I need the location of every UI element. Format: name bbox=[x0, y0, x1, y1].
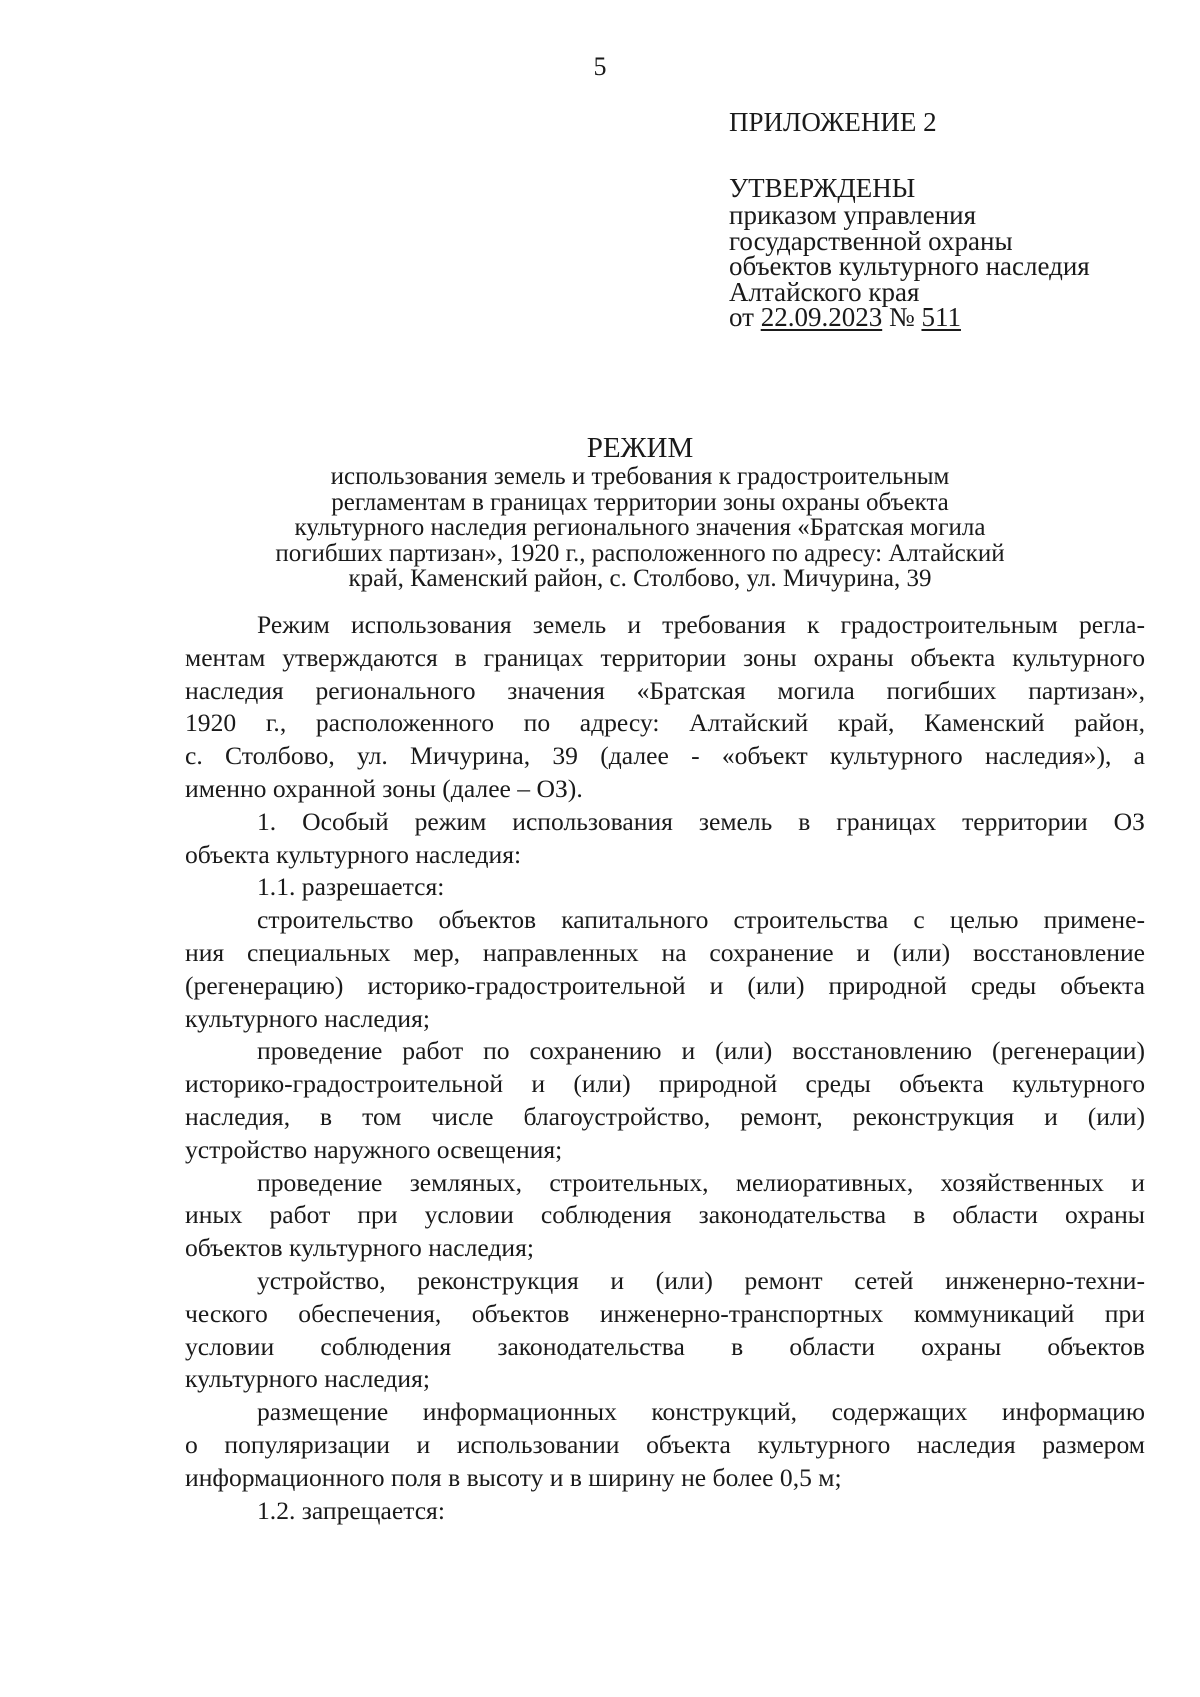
approval-line: приказом управления bbox=[729, 200, 977, 230]
date-prefix: от bbox=[729, 302, 754, 332]
body-line: о популяризации и использовании объекта культурного наследия размером bbox=[185, 1429, 1145, 1459]
body-line: устройство наружного освещения; bbox=[185, 1134, 563, 1164]
body-line: 1.1. разрешается: bbox=[257, 872, 445, 902]
body-line: 1. Особый режим использования земель в границах территории ОЗ bbox=[257, 806, 1145, 836]
body-line: строительство объектов капитального строительства с целью примене- bbox=[257, 905, 1145, 935]
body-line: 1920 г., расположенного по адресу: Алтайский край, Каменский район, bbox=[185, 708, 1145, 738]
body-text bbox=[185, 609, 1145, 1527]
number-sign: № bbox=[888, 302, 915, 332]
body-line: Режим использования земель и требования к градостроительным регла- bbox=[257, 610, 1145, 639]
body-line: проведение работ по сохранению и (или) восстановлению (регенерации) bbox=[257, 1036, 1145, 1066]
order-date: 22.09.2023 bbox=[760, 302, 883, 332]
title-heading: РЕЖИМ bbox=[586, 432, 694, 464]
approval-block bbox=[729, 174, 1169, 331]
body-line: культурного наследия; bbox=[185, 1364, 431, 1394]
title-line: край, Каменский район, с. Столбово, ул. Мичурина, 39 bbox=[348, 565, 932, 592]
approval-line: государственной охраны bbox=[729, 225, 1013, 256]
approved-heading: УТВЕРЖДЕНЫ bbox=[729, 173, 916, 203]
body-line: объектов культурного наследия; bbox=[185, 1233, 535, 1263]
body-line: условии соблюдения законодательства в области охраны объектов bbox=[185, 1331, 1145, 1361]
page-number: 5 bbox=[593, 52, 607, 81]
order-number: 511 bbox=[921, 302, 961, 332]
title-line: погибших партизан», 1920 г., расположенного по адресу: Алтайский bbox=[275, 539, 1005, 567]
body-line: объекта культурного наследия: bbox=[185, 839, 522, 869]
body-line: 1.2. запрещается: bbox=[257, 1495, 445, 1525]
title-line: культурного наследия регионального значения «Братская могила bbox=[294, 514, 986, 541]
title-line: регламентам в границах территории зоны охраны объекта bbox=[331, 488, 949, 516]
body-line: информационного поля в высоту и в ширину не более 0,5 м; bbox=[185, 1462, 842, 1492]
body-line: культурного наследия; bbox=[185, 1003, 431, 1033]
body-line: проведение земляных, строительных, мелиоративных, хозяйственных и bbox=[257, 1167, 1145, 1197]
body-line: наследия регионального значения «Братская могила погибших партизан», bbox=[185, 675, 1145, 705]
body-line: ния специальных мер, направленных на сохранение и (или) восстановление bbox=[185, 937, 1145, 967]
approval-date-line bbox=[729, 302, 1169, 332]
document-title bbox=[220, 432, 1060, 592]
approval-line: объектов культурного наследия bbox=[729, 251, 1090, 281]
body-line: (регенерацию) историко-градостроительной и (или) природной среды объекта bbox=[185, 970, 1145, 1000]
body-line: размещение информационных конструкций, содержащих информацию bbox=[257, 1397, 1145, 1427]
body-line: именно охранной зоны (далее – ОЗ). bbox=[185, 773, 583, 803]
body-line: с. Столбово, ул. Мичурина, 39 (далее - «объект культурного наследия»), а bbox=[185, 741, 1145, 771]
body-line: ментам утверждаются в границах территории зоны охраны объекта культурного bbox=[185, 642, 1145, 672]
body-line: историко-градостроительной и (или) природной среды объекта культурного bbox=[185, 1069, 1145, 1099]
body-line: наследия, в том числе благоустройство, ремонт, реконструкция и (или) bbox=[185, 1101, 1145, 1131]
body-line: устройство, реконструкция и (или) ремонт сетей инженерно-техни- bbox=[257, 1265, 1145, 1295]
body-line: иных работ при условии соблюдения законодательства в области охраны bbox=[185, 1200, 1145, 1230]
title-line: использования земель и требования к градостроительным bbox=[330, 463, 950, 490]
body-line: ческого обеспечения, объектов инженерно-транспортных коммуникаций при bbox=[185, 1298, 1145, 1328]
approval-line: Алтайского края bbox=[729, 276, 920, 307]
appendix-title: ПРИЛОЖЕНИЕ 2 bbox=[729, 107, 937, 137]
